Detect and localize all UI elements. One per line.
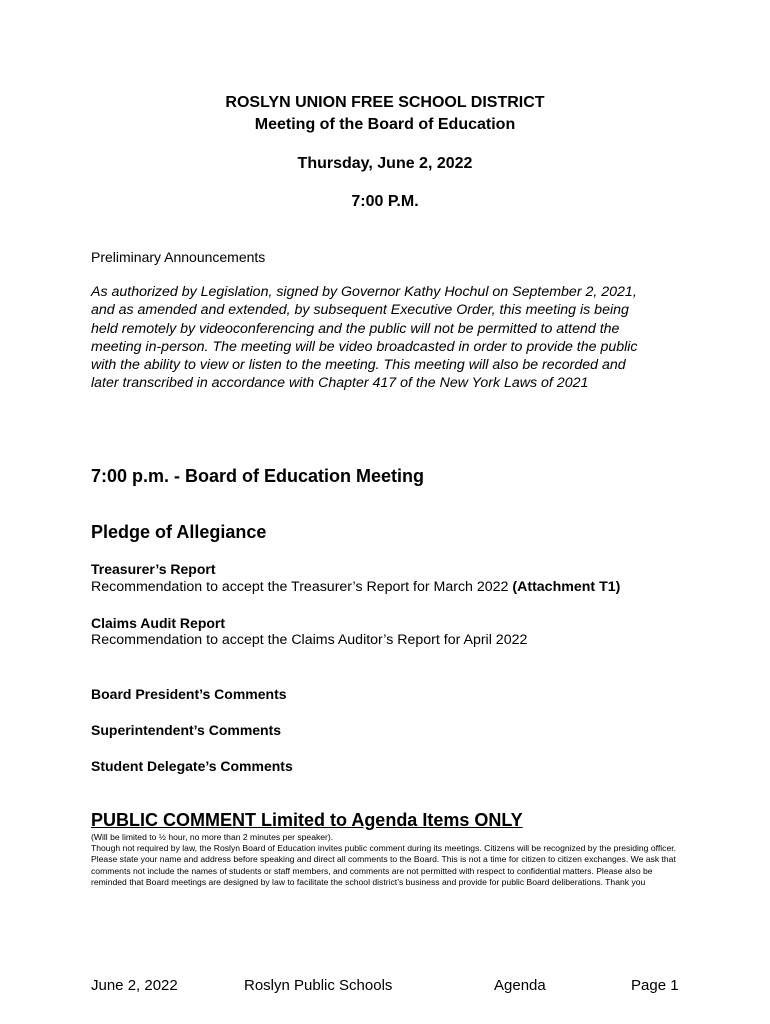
footer-date: June 2, 2022 [91, 977, 178, 994]
footer-org: Roslyn Public Schools [244, 977, 393, 994]
public-comment-text: Though not required by law, the Roslyn Board of Education invites public comment during its meetings. Citizens will be recognized by the presiding officer. Please state your name and address before speaking and direct all comments to the Board. This is not a time for citizen to citizen exchanges. We ask that comments not include the names of students or staff members, and comments are not permitted with respect to confidential matters. Please also be reminded that Board meetings are designed by law to facilitate the school district’s business and provide for public Board deliberations. Thank you [91, 843, 677, 887]
treasurer-line [91, 579, 691, 595]
claims-text: Recommendation to accept the Claims Auditor’s Report for April 2022 [91, 632, 528, 648]
treasurer-text: Recommendation to accept the Treasurer’s Report for March 2022 [91, 579, 513, 595]
meeting-time: 7:00 P.M. [351, 193, 419, 210]
preliminary-heading: Preliminary Announcements [91, 249, 266, 265]
public-comment-title: PUBLIC COMMENT Limited to Agenda Items ONLY [91, 810, 523, 830]
treasurer-attachment: (Attachment T1) [512, 579, 621, 595]
meeting-date: Thursday, June 2, 2022 [297, 155, 473, 172]
student-delegate-comments: Student Delegate’s Comments [91, 758, 293, 774]
footer-page-number: Page 1 [631, 977, 679, 994]
treasurer-title: Treasurer’s Report [91, 561, 216, 577]
public-comment-limit: (Will be limited to ½ hour, no more than 2 minutes per speaker). [91, 832, 334, 842]
president-comments: Board President’s Comments [91, 686, 287, 702]
preliminary-text: As authorized by Legislation, signed by Governor Kathy Hochul on September 2, 2021, and as amended and extended, by subsequent Executive Order, this meeting is being held remotely by videoconferencing and the public will not be permitted to attend the meeting in-person. The meeting will be video broadcasted in order to provide the public with the ability to view or listen to the meeting. This meeting will also be recorded and later transcribed in accordance with Chapter 417 of the New York Laws of 2021 [91, 284, 638, 392]
claims-title: Claims Audit Report [91, 615, 226, 631]
superintendent-comments: Superintendent’s Comments [91, 722, 282, 738]
footer-doc: Agenda [494, 977, 546, 994]
district-title: ROSLYN UNION FREE SCHOOL DISTRICT [225, 94, 545, 111]
meeting-heading: 7:00 p.m. - Board of Education Meeting [91, 466, 425, 486]
pledge-heading: Pledge of Allegiance [91, 522, 267, 542]
meeting-title: Meeting of the Board of Education [254, 116, 516, 133]
